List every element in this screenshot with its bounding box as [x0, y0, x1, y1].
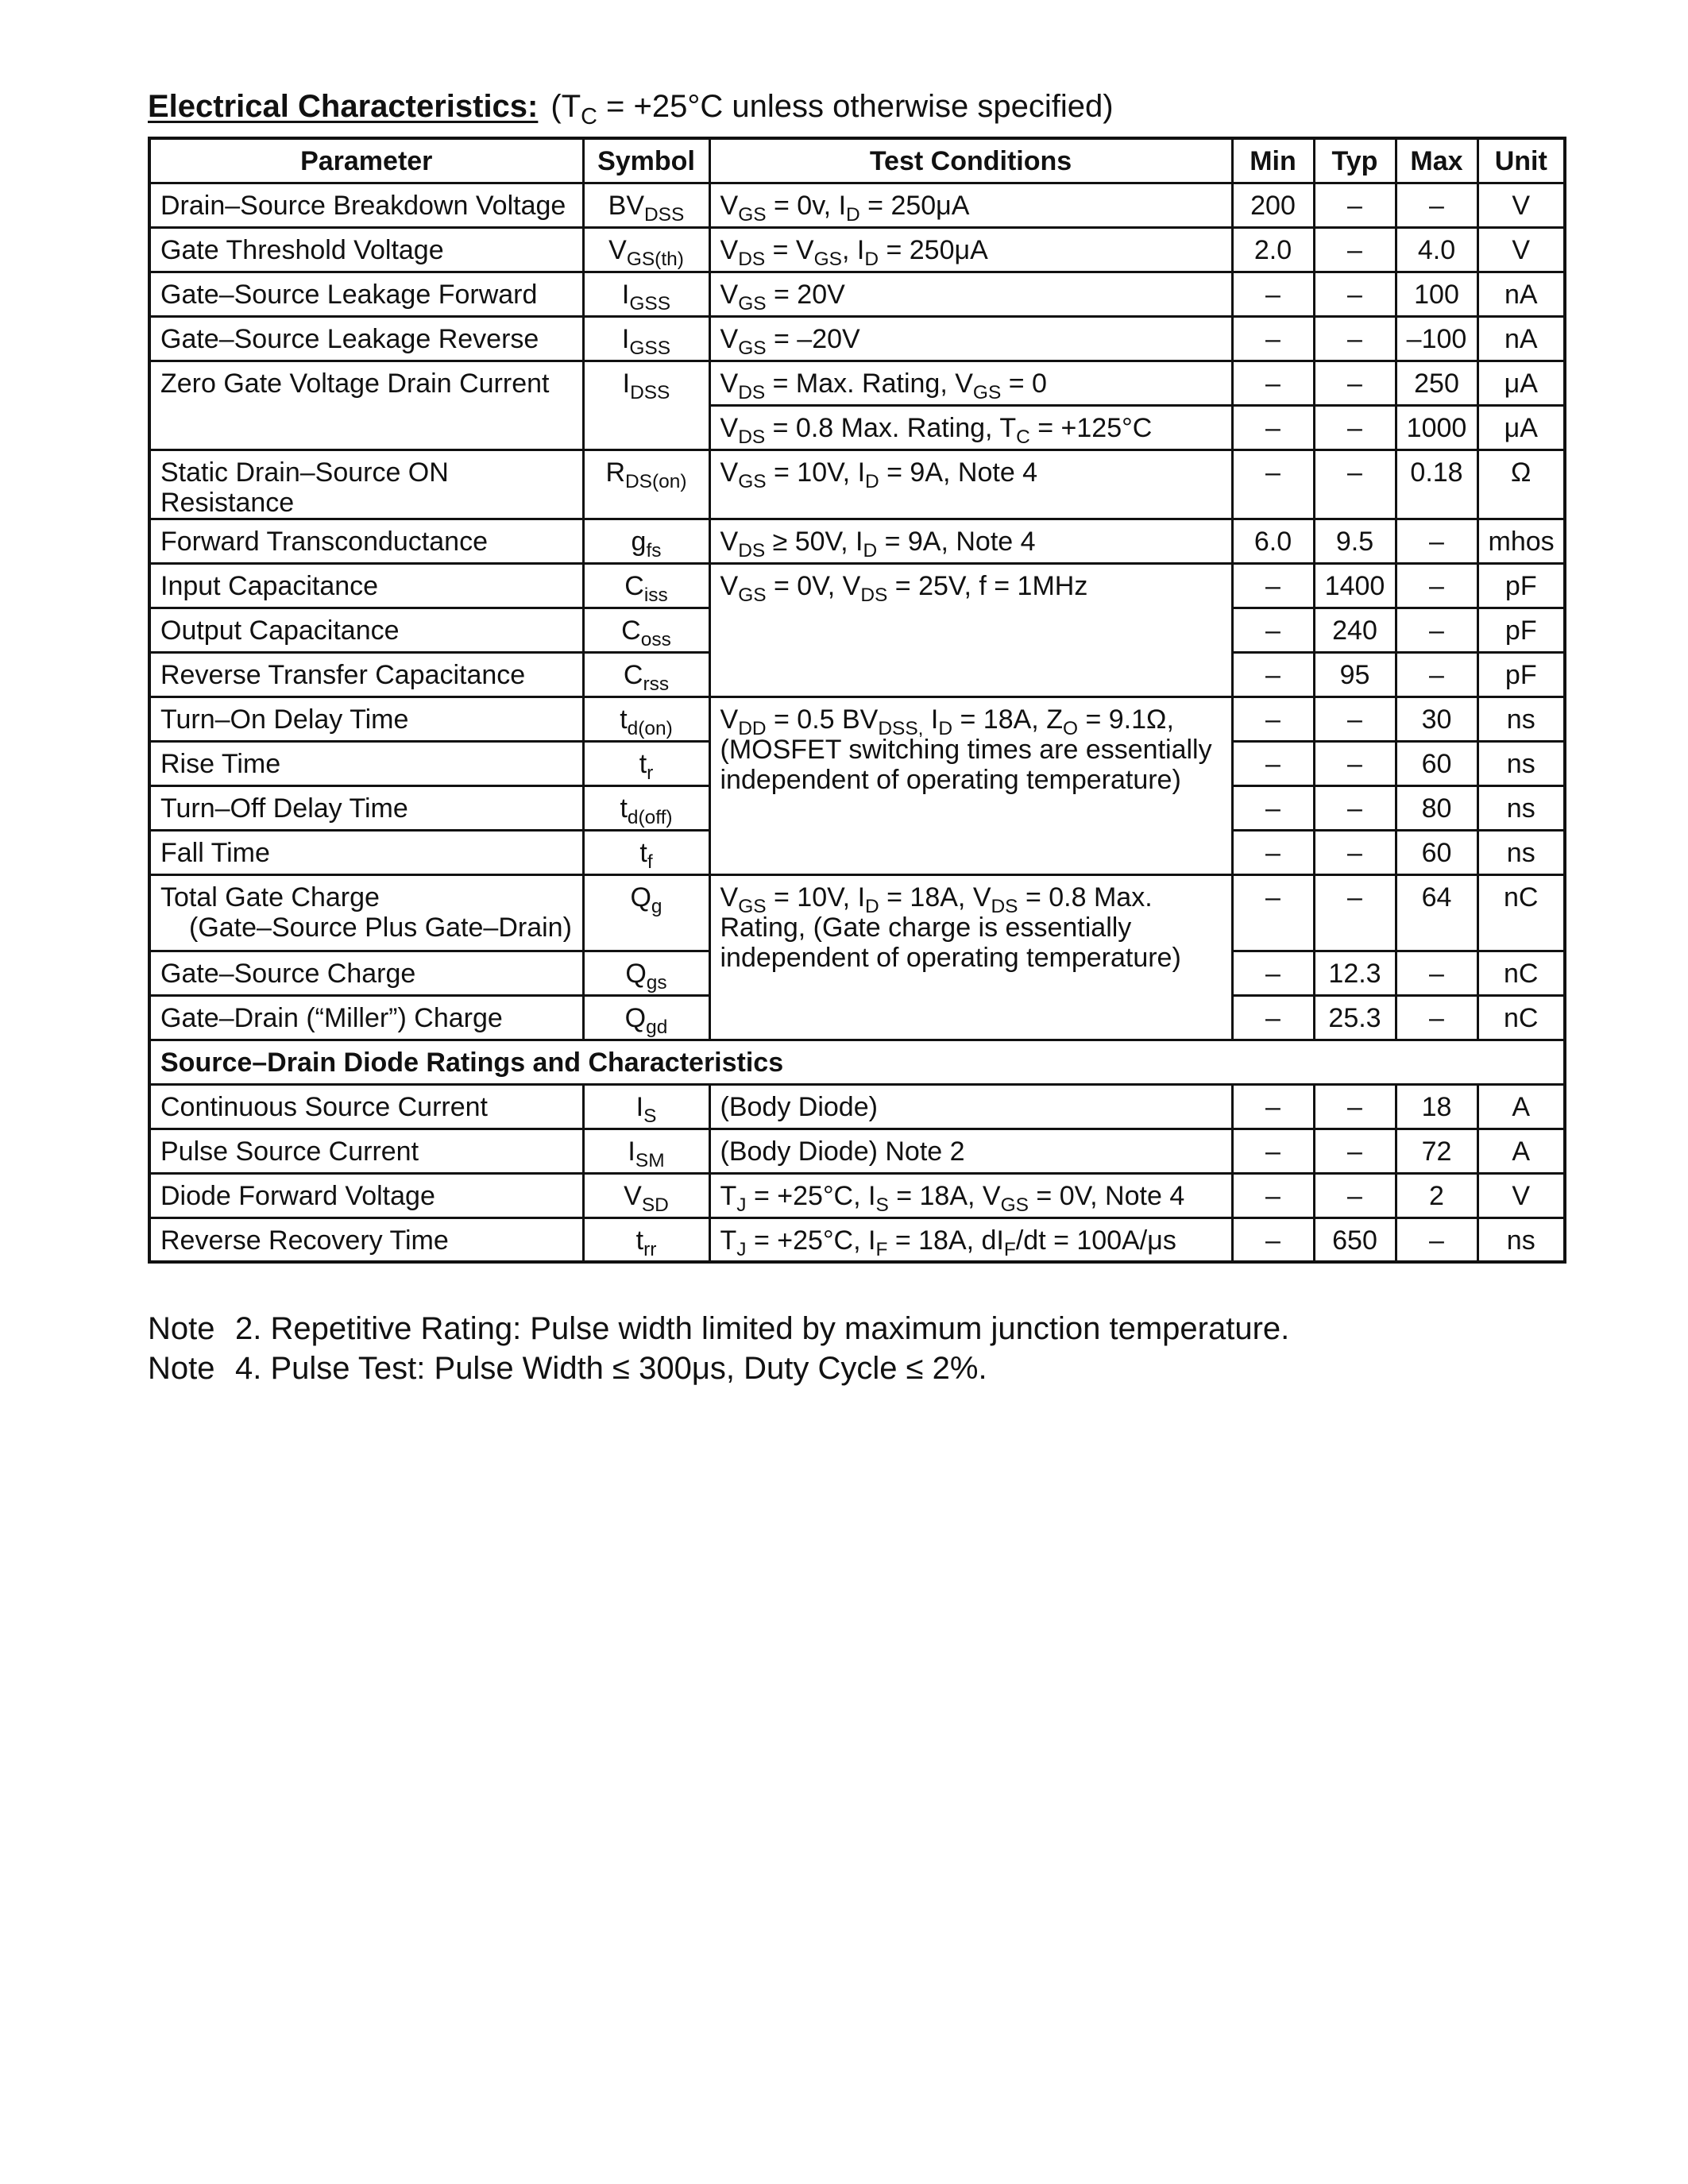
symbol-cell: $C_{oss}$: [583, 608, 709, 652]
max-cell: 80: [1396, 785, 1477, 830]
min-cell: 2.0: [1232, 227, 1314, 272]
note-2: Note 2. Repetitive Rating: Pulse width limited by maximum junction temperature.: [148, 1311, 1290, 1346]
parameter-cell: Diode Forward Voltage: [149, 1173, 583, 1217]
test-conditions-cell: $V_{GS} = 0v$, $I_D = 250\mu A$: [709, 183, 1232, 227]
min-cell: –: [1232, 608, 1314, 652]
unit-cell: nA: [1477, 272, 1565, 316]
symbol-cell: $Q_{gd}$: [583, 995, 709, 1040]
unit-cell: nA: [1477, 316, 1565, 361]
unit-cell: pF: [1477, 652, 1565, 696]
test-conditions-cell: $T_J = +25^\circ C$, $I_F = 18A$, $dI_F/dt = 100A/\mu s$: [709, 1217, 1232, 1262]
unit-cell: ns: [1477, 696, 1565, 741]
section-title: Source–Drain Diode Ratings and Characteristics: [149, 1040, 1565, 1084]
unit-cell: nC: [1477, 951, 1565, 995]
table-row: [149, 1129, 1565, 1173]
typ-cell: –: [1314, 1173, 1396, 1217]
max-cell: 2: [1396, 1173, 1477, 1217]
min-cell: –: [1232, 1217, 1314, 1262]
symbol-cell: $t_f$: [583, 830, 709, 874]
column-header: Parameter: [149, 138, 583, 183]
typ-cell: –: [1314, 227, 1396, 272]
test-conditions-cell: $V_{GS} = 20V$: [709, 272, 1232, 316]
max-cell: –: [1396, 183, 1477, 227]
header-row: [149, 138, 1565, 183]
max-cell: 250: [1396, 361, 1477, 405]
typ-cell: –: [1314, 874, 1396, 951]
table-row: [149, 696, 1565, 741]
unit-cell: μA: [1477, 405, 1565, 450]
test-conditions-cell: $V_{GS} = 10V$, $I_D = 9A$, Note 4: [709, 450, 1232, 519]
parameter-cell: Turn–Off Delay Time: [149, 785, 583, 830]
max-cell: –: [1396, 652, 1477, 696]
min-cell: –: [1232, 361, 1314, 405]
max-cell: 18: [1396, 1084, 1477, 1129]
column-header: Symbol: [583, 138, 709, 183]
symbol-cell: $I_{GSS}$: [583, 272, 709, 316]
typ-cell: –: [1314, 1084, 1396, 1129]
typ-cell: 95: [1314, 652, 1396, 696]
section-heading: [148, 89, 1114, 130]
heading-label: Electrical Characteristics:: [148, 89, 539, 124]
max-cell: 0.18: [1396, 450, 1477, 519]
symbol-cell: $C_{rss}$: [583, 652, 709, 696]
column-header: Test Conditions: [709, 138, 1232, 183]
max-cell: –: [1396, 519, 1477, 563]
table-row: [149, 519, 1565, 563]
test-conditions-cell: $V_{DS}$ = Max. Rating, $V_{GS} = 0$: [709, 361, 1232, 405]
unit-cell: μA: [1477, 361, 1565, 405]
column-header: Min: [1232, 138, 1314, 183]
symbol-cell: $Q_{gs}$: [583, 951, 709, 995]
parameter-cell: Zero Gate Voltage Drain Current: [149, 361, 583, 450]
test-conditions-cell: $V_{DS} = V_{GS}$, $I_D = 250\mu A$: [709, 227, 1232, 272]
symbol-cell: $I_{SM}$: [583, 1129, 709, 1173]
unit-cell: nC: [1477, 874, 1565, 951]
test-conditions-cell: $V_{DS} \ge 50V$, $I_D = 9A$, Note 4: [709, 519, 1232, 563]
parameter-cell: Pulse Source Current: [149, 1129, 583, 1173]
unit-cell: ns: [1477, 1217, 1565, 1262]
min-cell: –: [1232, 1129, 1314, 1173]
unit-cell: A: [1477, 1129, 1565, 1173]
typ-cell: –: [1314, 830, 1396, 874]
notes: [148, 1309, 1289, 1388]
unit-cell: ns: [1477, 741, 1565, 785]
test-conditions-cell: (Body Diode): [709, 1084, 1232, 1129]
max-cell: 60: [1396, 830, 1477, 874]
typ-cell: 650: [1314, 1217, 1396, 1262]
typ-cell: 12.3: [1314, 951, 1396, 995]
typ-cell: –: [1314, 450, 1396, 519]
unit-cell: ns: [1477, 785, 1565, 830]
symbol-cell: $V_{SD}$: [583, 1173, 709, 1217]
symbol-cell: $R_{DS(on)}$: [583, 450, 709, 519]
table-row: [149, 361, 1565, 405]
min-cell: –: [1232, 874, 1314, 951]
test-conditions-cell: $V_{DS} = 0.8$ Max. Rating, $T_C = +125^\circ C$: [709, 405, 1232, 450]
max-cell: –: [1396, 995, 1477, 1040]
column-header: Typ: [1314, 138, 1396, 183]
max-cell: 60: [1396, 741, 1477, 785]
table-row: [149, 227, 1565, 272]
parameter-cell: Continuous Source Current: [149, 1084, 583, 1129]
symbol-cell: $t_{d(on)}$: [583, 696, 709, 741]
min-cell: –: [1232, 696, 1314, 741]
max-cell: –: [1396, 1217, 1477, 1262]
typ-cell: –: [1314, 272, 1396, 316]
max-cell: 30: [1396, 696, 1477, 741]
min-cell: 200: [1232, 183, 1314, 227]
min-cell: –: [1232, 785, 1314, 830]
typ-cell: 1400: [1314, 563, 1396, 608]
table-row: [149, 1217, 1565, 1262]
parameter-cell: Gate–Source Leakage Forward: [149, 272, 583, 316]
parameter-cell: Output Capacitance: [149, 608, 583, 652]
parameter-cell: Reverse Recovery Time: [149, 1217, 583, 1262]
unit-cell: V: [1477, 1173, 1565, 1217]
min-cell: –: [1232, 741, 1314, 785]
unit-cell: V: [1477, 227, 1565, 272]
electrical-characteristics-table: [148, 137, 1566, 1264]
table-row: [149, 183, 1565, 227]
parameter-cell: Rise Time: [149, 741, 583, 785]
parameter-cell: Gate–Source Leakage Reverse: [149, 316, 583, 361]
unit-cell: ns: [1477, 830, 1565, 874]
typ-cell: –: [1314, 1129, 1396, 1173]
heading-condition: ($T_C = +25^\circ C$ unless otherwise specified): [550, 89, 1114, 130]
typ-cell: 25.3: [1314, 995, 1396, 1040]
max-cell: 1000: [1396, 405, 1477, 450]
min-cell: –: [1232, 450, 1314, 519]
min-cell: 6.0: [1232, 519, 1314, 563]
test-conditions-cell: (Body Diode) Note 2: [709, 1129, 1232, 1173]
typ-cell: –: [1314, 183, 1396, 227]
typ-cell: –: [1314, 696, 1396, 741]
table-row: [149, 272, 1565, 316]
typ-cell: –: [1314, 405, 1396, 450]
parameter-cell: Static Drain–Source ON Resistance: [149, 450, 583, 519]
table-row: [149, 316, 1565, 361]
symbol-cell: $I_{DSS}$: [583, 361, 709, 450]
parameter-cell: Fall Time: [149, 830, 583, 874]
min-cell: –: [1232, 951, 1314, 995]
unit-cell: V: [1477, 183, 1565, 227]
table-row: [149, 874, 1565, 951]
column-header: Unit: [1477, 138, 1565, 183]
unit-cell: mhos: [1477, 519, 1565, 563]
test-conditions-cell: $V_{GS} = 10V$, $I_D = 18A$, $V_{DS} = 0.8$ Max. Rating, (Gate charge is essentially independent of operating temperature): [709, 874, 1232, 1040]
parameter-cell: Gate–Drain (“Miller”) Charge: [149, 995, 583, 1040]
max-cell: –: [1396, 608, 1477, 652]
min-cell: –: [1232, 652, 1314, 696]
typ-cell: –: [1314, 741, 1396, 785]
column-header: Max: [1396, 138, 1477, 183]
symbol-cell: $V_{GS(th)}$: [583, 227, 709, 272]
symbol-cell: $t_{d(off)}$: [583, 785, 709, 830]
parameter-cell: Input Capacitance: [149, 563, 583, 608]
max-cell: –: [1396, 951, 1477, 995]
unit-cell: A: [1477, 1084, 1565, 1129]
symbol-cell: $BV_{DSS}$: [583, 183, 709, 227]
unit-cell: nC: [1477, 995, 1565, 1040]
max-cell: 64: [1396, 874, 1477, 951]
unit-cell: pF: [1477, 563, 1565, 608]
table-row: [149, 563, 1565, 608]
parameter-cell: Reverse Transfer Capacitance: [149, 652, 583, 696]
symbol-cell: $t_r$: [583, 741, 709, 785]
test-conditions-cell: $V_{DD} = 0.5$ $BV_{DSS,}$ $I_D = 18A$, $Z_O = 9.1\Omega$, (MOSFET switching times are essentially independent of operating temperature): [709, 696, 1232, 874]
note-4: Note 4. Pulse Test: Pulse Width ≤ 300μs, Duty Cycle ≤ 2%.: [148, 1351, 987, 1386]
unit-cell: pF: [1477, 608, 1565, 652]
max-cell: –: [1396, 563, 1477, 608]
test-conditions-cell: $T_J = +25^\circ C$, $I_S = 18A$, $V_{GS} = 0V$, Note 4: [709, 1173, 1232, 1217]
typ-cell: –: [1314, 361, 1396, 405]
parameter-cell: Drain–Source Breakdown Voltage: [149, 183, 583, 227]
symbol-cell: $g_{fs}$: [583, 519, 709, 563]
typ-cell: –: [1314, 316, 1396, 361]
test-conditions-cell: $V_{GS} = -20V$: [709, 316, 1232, 361]
symbol-cell: $C_{iss}$: [583, 563, 709, 608]
parameter-cell: Forward Transconductance: [149, 519, 583, 563]
max-cell: 4.0: [1396, 227, 1477, 272]
parameter-cell: Turn–On Delay Time: [149, 696, 583, 741]
parameter-cell: Total Gate Charge (Gate–Source Plus Gate–Drain): [149, 874, 583, 951]
typ-cell: –: [1314, 785, 1396, 830]
typ-cell: 240: [1314, 608, 1396, 652]
min-cell: –: [1232, 272, 1314, 316]
min-cell: –: [1232, 1173, 1314, 1217]
min-cell: –: [1232, 830, 1314, 874]
min-cell: –: [1232, 405, 1314, 450]
test-conditions-cell: $V_{GS} = 0V$, $V_{DS} = 25V$, f = 1MHz: [709, 563, 1232, 696]
min-cell: –: [1232, 316, 1314, 361]
parameter-cell: Gate–Source Charge: [149, 951, 583, 995]
table-row: [149, 1084, 1565, 1129]
table-row: [149, 450, 1565, 519]
symbol-cell: $I_{GSS}$: [583, 316, 709, 361]
min-cell: –: [1232, 995, 1314, 1040]
symbol-cell: $Q_g$: [583, 874, 709, 951]
symbol-cell: $t_{rr}$: [583, 1217, 709, 1262]
table-row: [149, 1040, 1565, 1084]
unit-cell: Ω: [1477, 450, 1565, 519]
parameter-cell: Gate Threshold Voltage: [149, 227, 583, 272]
table-row: [149, 1173, 1565, 1217]
symbol-cell: $I_S$: [583, 1084, 709, 1129]
max-cell: –100: [1396, 316, 1477, 361]
max-cell: 100: [1396, 272, 1477, 316]
min-cell: –: [1232, 563, 1314, 608]
min-cell: –: [1232, 1084, 1314, 1129]
max-cell: 72: [1396, 1129, 1477, 1173]
typ-cell: 9.5: [1314, 519, 1396, 563]
